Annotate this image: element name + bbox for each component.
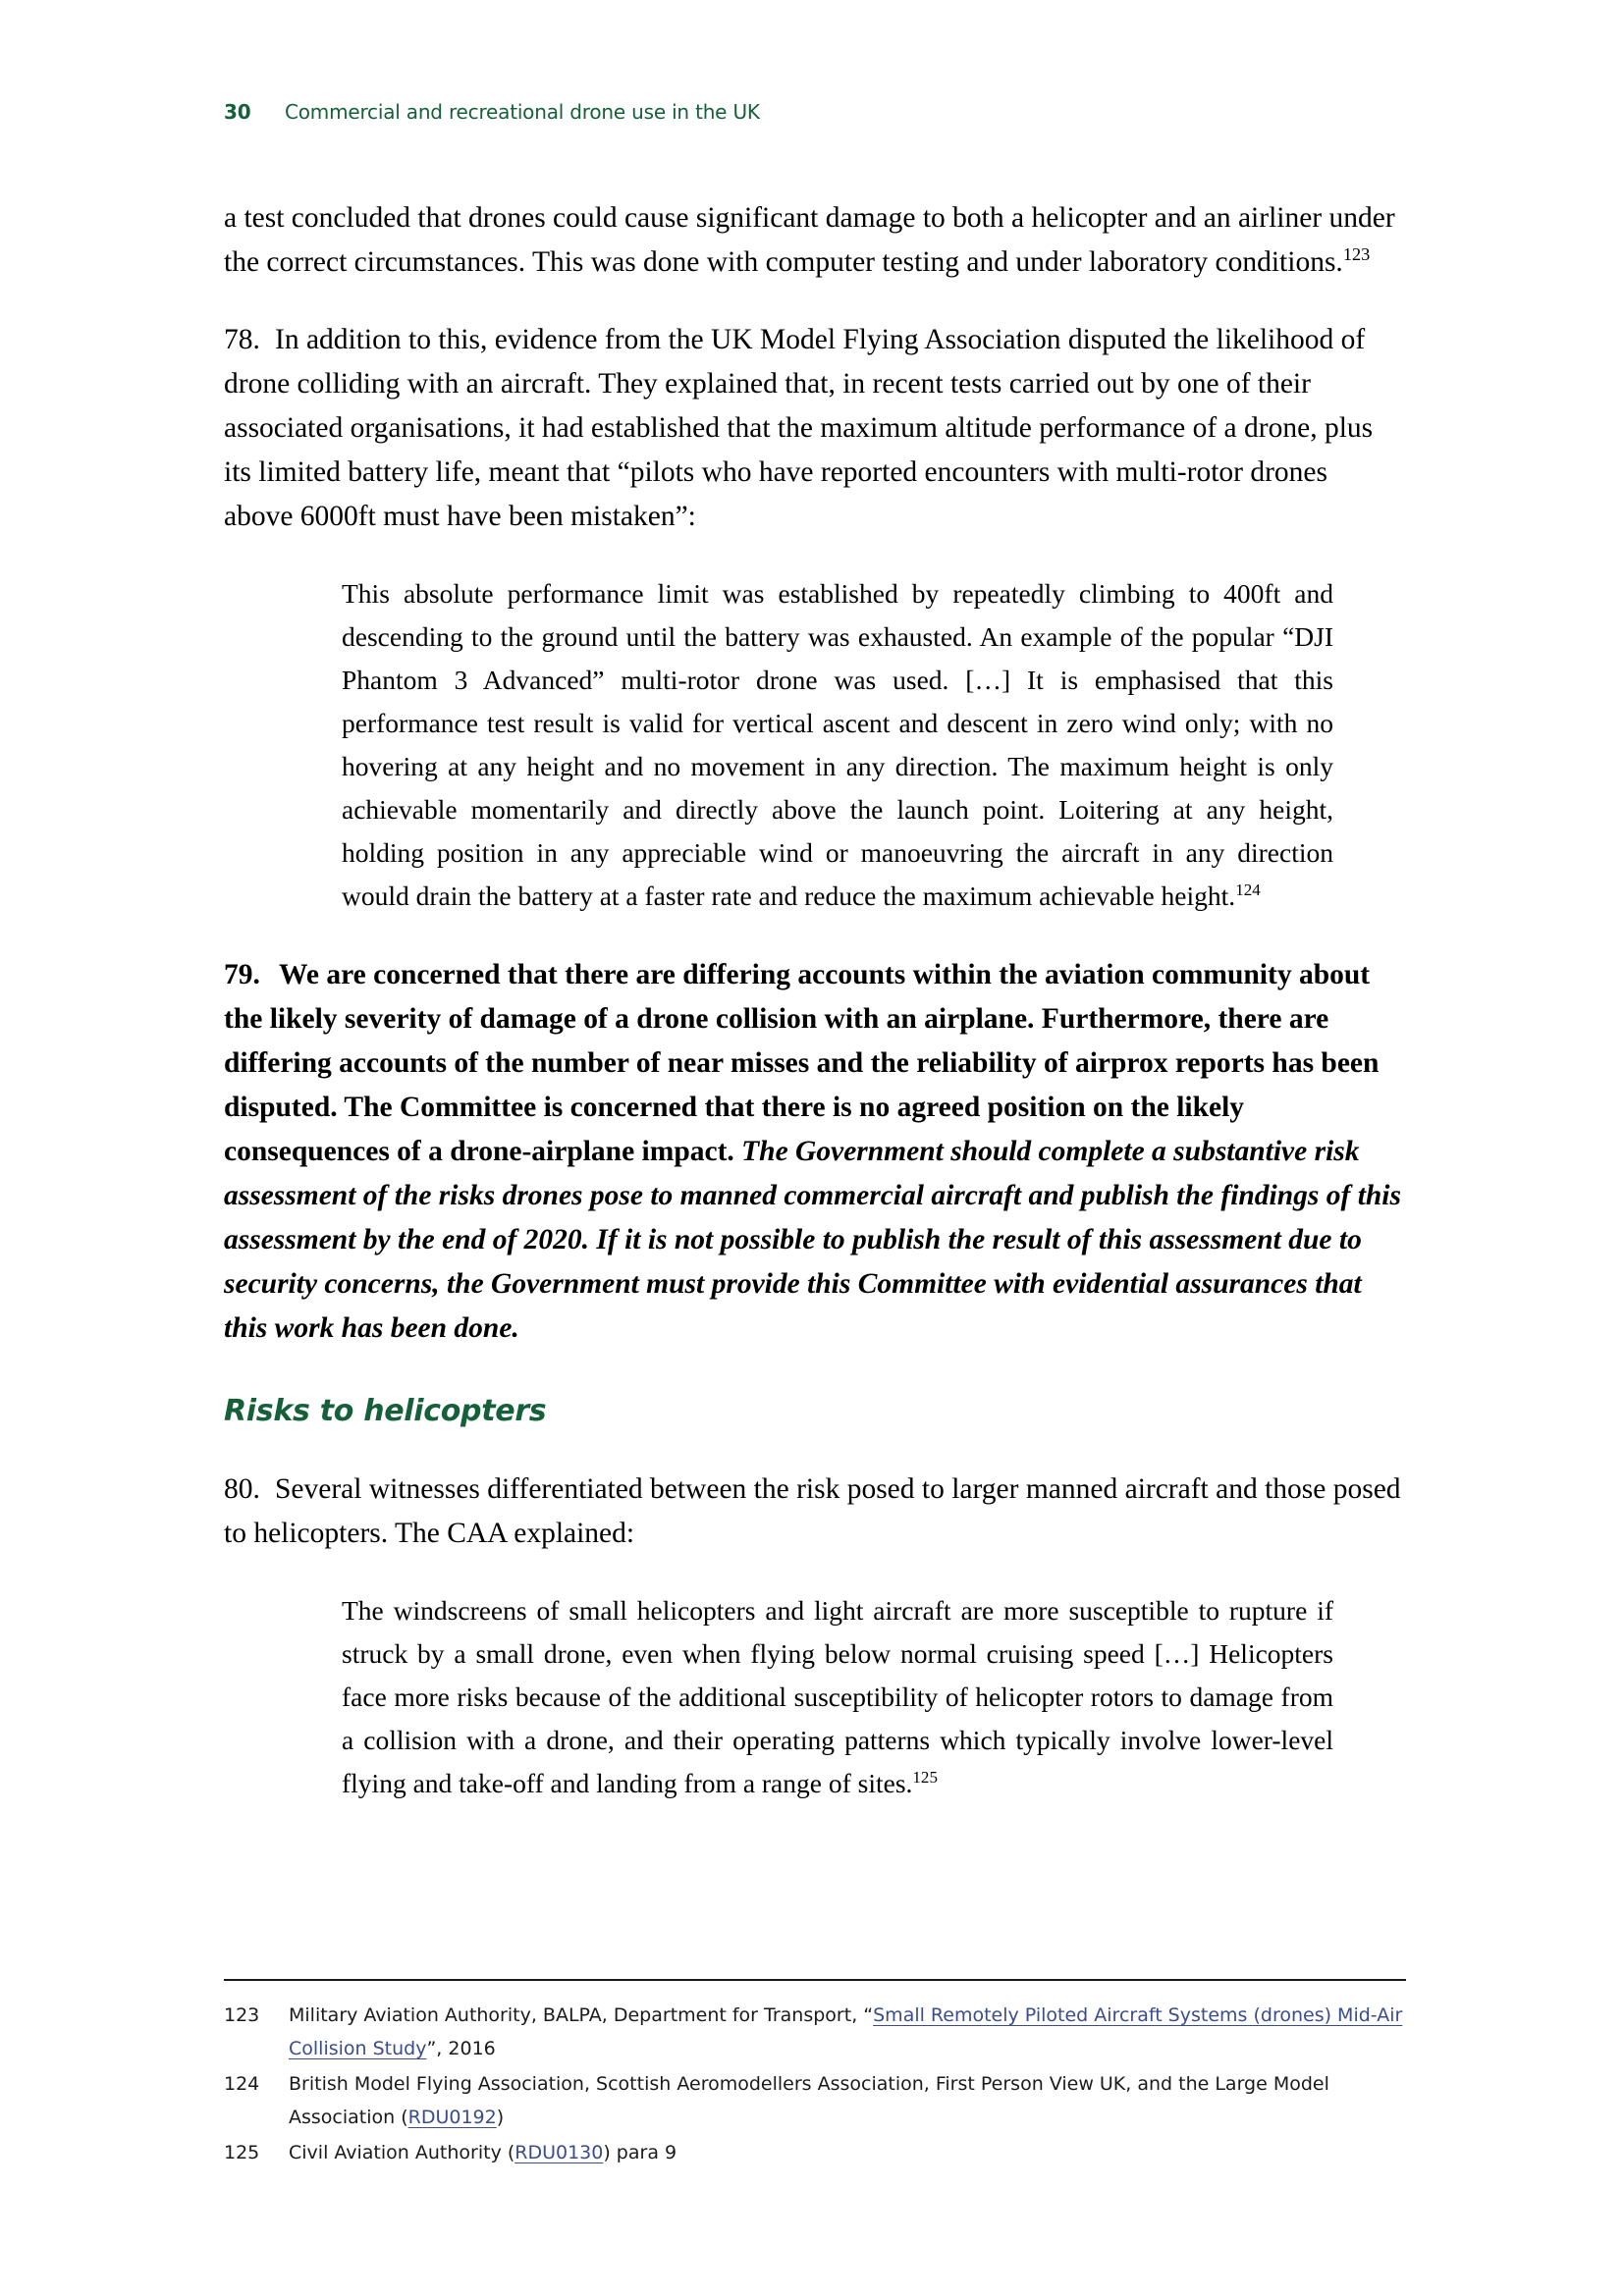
footnote-ref-124[interactable]: 124 <box>1235 880 1261 899</box>
quote-2-text: The windscreens of small helicopters and light aircraft are more susceptible to rupture if struck by a small drone, even when flying below normal cruising speed […] Helicopters face more risks because of the additional susceptibility of helicopter rotors to damage from a collision with a drone, and their operating patterns which typically involve lower-level flying and take-off and landing from a range of sites. <box>342 1595 1333 1798</box>
page-number: 30 <box>224 100 251 124</box>
blockquote-text <box>342 572 1333 918</box>
footnote-link[interactable]: RDU0192 <box>407 2107 497 2128</box>
footnote-pre-text: British Model Flying Association, Scottish Aeromodellers Association, First Person View UK, and the Large Model Association ( <box>289 2073 1329 2128</box>
section-heading-block <box>224 1394 1402 1428</box>
footnote-link[interactable]: RDU0130 <box>514 2142 604 2163</box>
blockquote-2 <box>224 1589 1402 1805</box>
footnote-number: 125 <box>224 2142 260 2163</box>
section-heading: Risks to helicopters <box>224 1394 547 1428</box>
footnote-ref-123[interactable]: 123 <box>1342 244 1371 265</box>
footnote-pre-text: Civil Aviation Authority ( <box>289 2142 515 2163</box>
paragraph-78-text: In addition to this, evidence from the UK Model Flying Association disputed the likelihood of drone colliding with an aircraft. They explained that, in recent tests carried out by one of their associated organisations, it had established that the maximum altitude performance of a drone, plus its limited battery life, meant that “pilots who have reported encounters with multi-rotor drones above 6000ft must have been mistaken”: <box>224 324 1374 532</box>
footnote-post-text: ) para 9 <box>603 2142 677 2163</box>
footnote-item <box>224 1999 1406 2065</box>
blockquote-content <box>342 572 1333 918</box>
footnote-text <box>289 2067 1406 2134</box>
footnote-separator <box>224 1979 1406 1981</box>
paragraph-continuation <box>224 196 1402 285</box>
recommendation-paragraph <box>224 953 1402 1351</box>
document-title: Commercial and recreational drone use in the UK <box>285 100 760 124</box>
footnote-ref-125[interactable]: 125 <box>912 1767 938 1787</box>
footnote-post-text: ) <box>496 2107 505 2128</box>
footnote-item <box>224 2136 1406 2169</box>
paragraph-80 <box>224 1468 1402 1556</box>
blockquote-content <box>342 1589 1333 1805</box>
footnote-number: 124 <box>224 2073 260 2095</box>
footnote-link[interactable]: Small Remotely Piloted Aircraft Systems (drones) Mid-Air Collision Study <box>289 2004 1403 2059</box>
footnote-pre-text: Military Aviation Authority, BALPA, Department for Transport, “ <box>289 2004 874 2026</box>
paragraph-79-bold-text: We are concerned that there are differing accounts within the aviation community about the likely severity of damage of a drone collision with an airplane. Furthermore, there are differing accounts of the number of near misses and the reliability of airprox reports has been disputed. The Committee is concerned that there is no agreed position on the likely consequences of a drone-airplane impact. <box>224 959 1380 1167</box>
paragraph-text <box>224 196 1402 285</box>
paragraph-79 <box>224 953 1402 1351</box>
footnote-text <box>289 2136 1406 2169</box>
footnotes-section <box>224 1979 1406 2171</box>
blockquote-text <box>342 1589 1333 1805</box>
footnote-item <box>224 2067 1406 2134</box>
footnote-text <box>289 1999 1406 2065</box>
quote-1-text: This absolute performance limit was established by repeatedly climbing to 400ft and descending to the ground until the battery was exhausted. An example of the popular “DJI Phantom 3 Advanced” multi-rotor drone was used. […] It is emphasised that this performance test result is valid for vertical ascent and descent in zero wind only; with no hovering at any height and no movement in any direction. The maximum height is only achievable momentarily and directly above the launch point. Loitering at any height, holding position in any appreciable wind or manoeuvring the aircraft in any direction would drain the battery at a faster rate and reduce the maximum achievable height. <box>342 578 1333 911</box>
paragraph-continuation-text: a test concluded that drones could cause significant damage to both a helicopter and an airliner under the correct circumstances. This was done with computer testing and under laboratory conditions. <box>224 202 1395 278</box>
footnote-post-text: ”, 2016 <box>426 2038 496 2059</box>
blockquote-1 <box>224 572 1402 918</box>
paragraph-number: 80. <box>224 1473 260 1505</box>
paragraph-80-text: Several witnesses differentiated between the risk posed to larger manned aircraft and those posed to helicopters. The CAA explained: <box>224 1473 1401 1549</box>
paragraph-text <box>224 318 1402 539</box>
footnote-number: 123 <box>224 2004 260 2026</box>
paragraph-text <box>224 1468 1402 1556</box>
paragraph-number: 78. <box>224 324 260 355</box>
paragraph-79-italic-text: The Government should complete a substantive risk assessment of the risks drones pose to manned commercial aircraft and publish the findings of this assessment by the end of 2020. If it is not possible to publish the result of this assessment due to security concerns, the Government must provide this Committee with evidential assurances that this work has been done. <box>224 1136 1401 1344</box>
paragraph-78 <box>224 318 1402 539</box>
paragraph-number: 79. <box>224 959 260 990</box>
page-content <box>224 196 1402 1841</box>
running-header <box>224 100 1402 124</box>
